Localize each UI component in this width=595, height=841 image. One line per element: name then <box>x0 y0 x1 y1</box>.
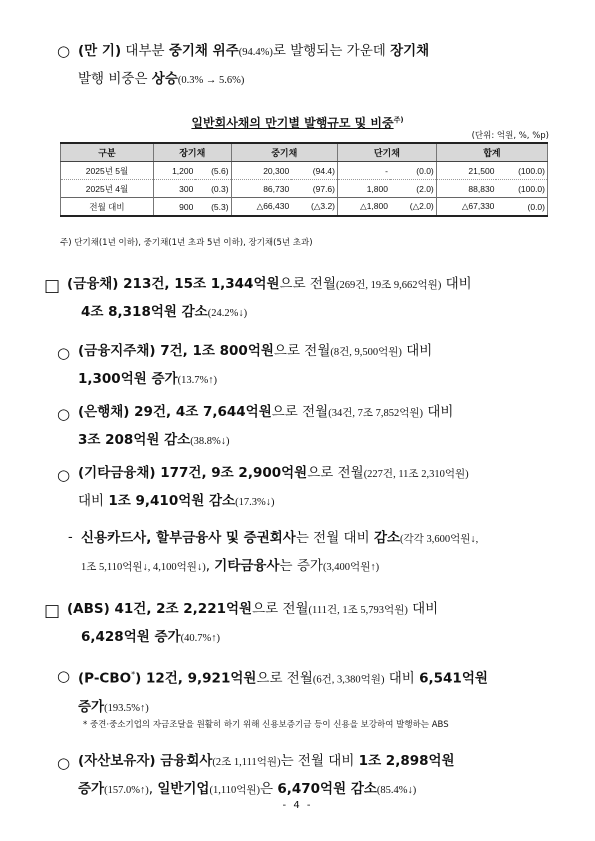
cell: (0.0) <box>390 162 436 180</box>
text: , <box>205 558 215 574</box>
increase-word: 증가 <box>78 698 105 715</box>
cell: (97.6) <box>291 180 337 198</box>
pct: (0.3% → 5.6%) <box>177 75 245 86</box>
text: 으로 전월 <box>252 601 309 617</box>
cell: 900 <box>154 198 196 217</box>
bullet-circle: ○ <box>57 667 71 685</box>
pcbo-amount: ) 12건, 9,921억원 <box>135 670 257 687</box>
cell: (△2.0) <box>390 198 436 217</box>
cell: 300 <box>154 180 196 198</box>
amount: (2조 1,111억원) <box>212 757 281 768</box>
cell: - <box>338 162 390 180</box>
cell: △1,800 <box>338 198 390 217</box>
table-footnote: 주) 단기채(1년 이하), 중기채(1년 초과 5년 이하), 장기채(5년 초과) <box>60 238 313 248</box>
change-amount: 1조 2,898억원 <box>358 753 455 769</box>
text: 대비 <box>441 276 472 292</box>
bullet-circle: ○ <box>57 344 71 362</box>
change-pct: (13.7%↑) <box>177 375 217 386</box>
bullet-circle: ○ <box>57 466 71 484</box>
text: 로 발행되는 가운데 <box>272 43 391 59</box>
text: 대비 <box>78 493 109 509</box>
table-row <box>61 198 548 217</box>
text: 대부분 <box>121 43 169 59</box>
abs-paragraph <box>67 596 438 652</box>
change-pct: (85.4%↓) <box>376 785 417 796</box>
cell: △66,430 <box>231 198 291 217</box>
cell: 1,800 <box>338 180 390 198</box>
other-finance-detail <box>81 525 478 581</box>
page-number: - 4 - <box>282 800 313 811</box>
prev-month: (111건, 1조 5,793억원) <box>308 605 408 616</box>
change-pct: (24.2%↓) <box>207 308 248 319</box>
cell: (5.3) <box>195 198 231 217</box>
cell: 88,830 <box>436 180 496 198</box>
text: 으로 전월 <box>307 465 364 481</box>
pcbo-paragraph <box>78 661 488 722</box>
holding-bond-heading: (금융지주채) 7건, 1조 800억원 <box>78 343 274 359</box>
section-square-mark: □ <box>44 601 61 621</box>
change-amount: 6,428억원 증가 <box>81 629 181 645</box>
cell: (△3.2) <box>291 198 337 217</box>
table-title-mark: 주) <box>393 116 404 124</box>
cell: (0.0) <box>496 198 547 217</box>
bank-bond-paragraph <box>78 399 453 455</box>
pct: (94.4%) <box>238 47 273 58</box>
detail-companies: 신용카드사, 할부금융사 및 증권회사 <box>81 530 296 546</box>
text: 대비 <box>423 404 454 420</box>
asset-holder-heading: (자산보유자) 금융회사 <box>78 753 213 769</box>
maturity-paragraph <box>78 38 429 94</box>
text: 는 전월 대비 <box>280 753 359 769</box>
text: , <box>148 781 158 797</box>
table-unit: (단위: 억원, %, %p) <box>471 131 549 141</box>
section-square-mark: □ <box>44 276 61 296</box>
general-company: 일반기업 <box>157 781 210 797</box>
asset-holder-paragraph <box>78 748 455 804</box>
prev-month: (34건, 7조 7,852억원) <box>328 408 424 419</box>
change-pct: (157.0%↑) <box>104 785 149 796</box>
cell: (0.3) <box>195 180 231 198</box>
change-amount: 3조 208억원 감소 <box>78 432 191 448</box>
mid-term-emphasis: 중기채 위주 <box>168 43 239 59</box>
change-pct: (17.3%↓) <box>235 497 275 508</box>
col-header: 중기채 <box>231 143 337 162</box>
asterisk: * <box>131 670 136 679</box>
other-finance-company: 기타금융사 <box>214 558 280 574</box>
text: 대비 <box>401 343 433 359</box>
increase-word: 증가 <box>78 781 105 797</box>
text: 으로 전월 <box>273 343 331 359</box>
change-amount: 1조 9,410억원 감소 <box>108 493 236 509</box>
finance-bond-heading: (금융채) 213건, 15조 1,344억원 <box>67 276 280 292</box>
cell: 86,730 <box>231 180 291 198</box>
change-pct: (38.8%↓) <box>190 436 230 447</box>
prev-month: (269건, 19조 9,662억원) <box>336 280 442 291</box>
text: 대비 <box>407 601 439 617</box>
col-header: 구분 <box>61 143 154 162</box>
bullet-circle: ○ <box>57 754 71 772</box>
detail-amounts: (각각 3,600억원↓, <box>400 534 479 545</box>
change-pct: (193.5%↑) <box>104 702 149 714</box>
detail-amounts: (3,400억원↑) <box>322 562 380 573</box>
change-amount: 6,470억원 감소 <box>277 781 377 797</box>
bullet-circle: ○ <box>57 405 71 423</box>
change-amount: 1,300억원 증가 <box>78 371 178 387</box>
holding-bond-paragraph <box>78 338 432 394</box>
cell: (2.0) <box>390 180 436 198</box>
prev-month: (6건, 3,380억원) <box>312 674 385 686</box>
cell: 1,200 <box>154 162 196 180</box>
dash-mark: - <box>68 530 73 545</box>
maturity-label: (만 기) <box>78 43 122 59</box>
col-header: 단기채 <box>338 143 437 162</box>
table-row <box>61 180 548 198</box>
cell: (94.4) <box>291 162 337 180</box>
table-row <box>61 162 548 180</box>
change-amount: 6,541억원 <box>419 670 488 687</box>
finance-bond-paragraph <box>67 271 472 327</box>
abs-heading: (ABS) 41건, 2조 2,221억원 <box>67 601 253 617</box>
cell: (100.0) <box>496 162 547 180</box>
cell: (100.0) <box>496 180 547 198</box>
maturity-table <box>60 142 548 217</box>
pcbo-heading: (P-CBO <box>78 670 132 687</box>
row-label: 2025년 4월 <box>61 180 154 198</box>
text: 으로 전월 <box>271 404 329 420</box>
prev-month: (227건, 11조 2,310억원) <box>363 469 469 480</box>
text: 은 <box>260 781 278 797</box>
bullet-circle: ○ <box>57 42 71 60</box>
amount: (1,110억원) <box>209 785 260 796</box>
change-amount: 4조 8,318억원 감소 <box>81 304 208 320</box>
row-label: 2025년 5월 <box>61 162 154 180</box>
text: 대비 <box>384 670 420 687</box>
bank-bond-heading: (은행채) 29건, 4조 7,644억원 <box>78 404 272 420</box>
text: 으로 전월 <box>279 276 336 292</box>
change-pct: (40.7%↑) <box>180 633 220 644</box>
col-header: 합계 <box>436 143 547 162</box>
rise-emphasis: 상승 <box>151 71 178 87</box>
text: 는 전월 대비 <box>295 530 374 546</box>
col-header: 장기채 <box>154 143 232 162</box>
text: 발행 비중은 <box>78 71 152 87</box>
table-title-text: 일반회사채의 만기별 발행규모 및 비중 <box>191 116 394 130</box>
cell: (5.6) <box>195 162 231 180</box>
text: 으로 전월 <box>256 670 313 687</box>
other-finance-bond-paragraph <box>78 460 469 516</box>
row-label: 전월 대비 <box>61 198 154 217</box>
cell: 21,500 <box>436 162 496 180</box>
cell: △67,330 <box>436 198 496 217</box>
prev-month: (8건, 9,500억원) <box>330 347 402 358</box>
cell: 20,300 <box>231 162 291 180</box>
other-finance-heading: (기타금융채) 177건, 9조 2,900억원 <box>78 465 308 481</box>
text: 는 증가 <box>279 558 323 574</box>
decrease-word: 감소 <box>373 530 401 546</box>
long-term-emphasis: 장기채 <box>390 43 430 59</box>
detail-amounts: 1조 5,110억원↓, 4,100억원↓) <box>81 562 206 573</box>
pcbo-footnote: * 중견·중소기업의 자금조달을 원활히 하기 위해 신용보증기금 등이 신용을 보강하여 발행하는 ABS <box>83 720 449 730</box>
